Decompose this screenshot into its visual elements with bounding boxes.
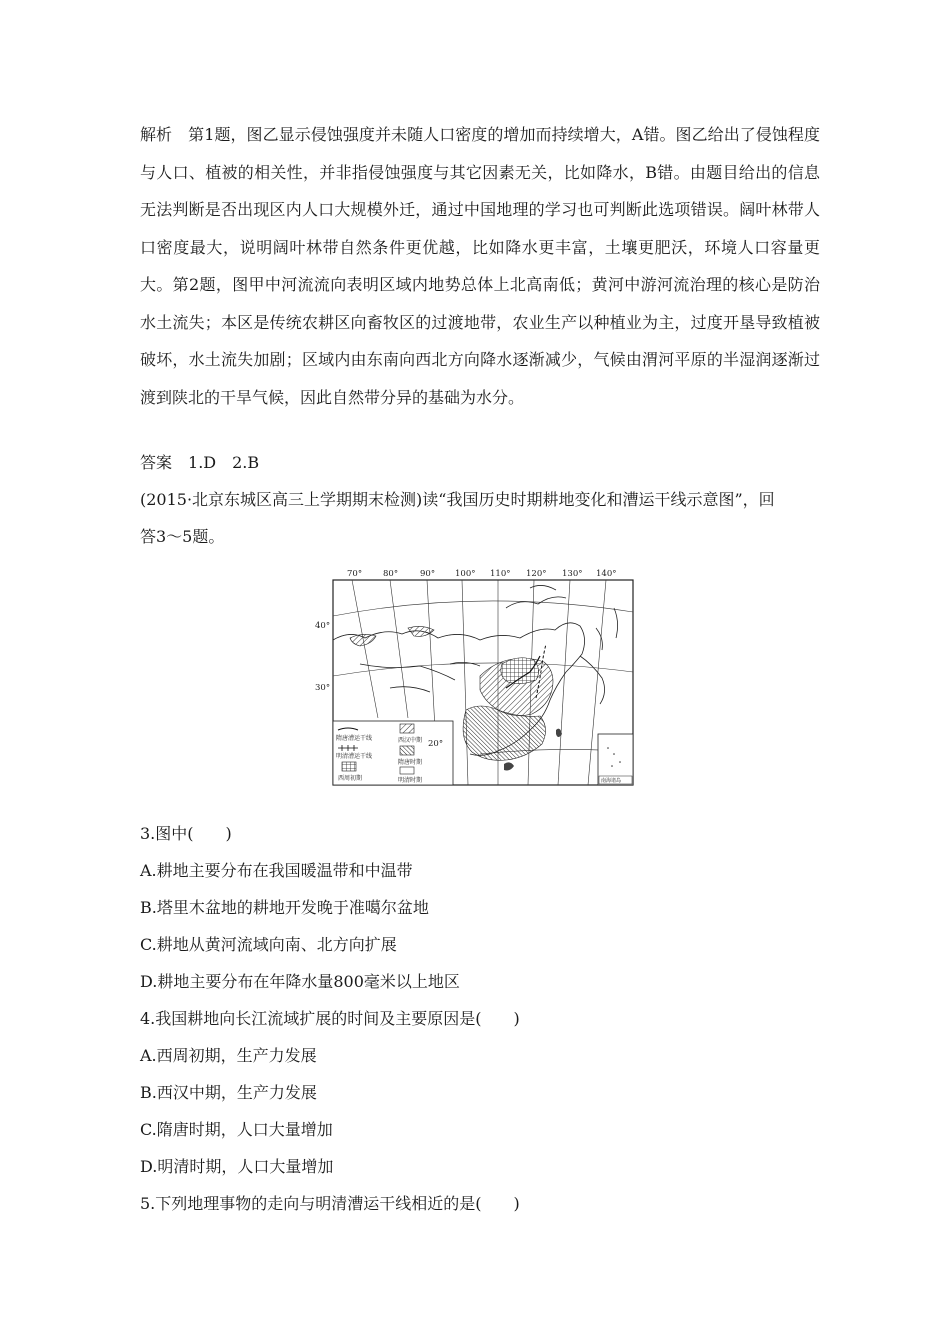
question-3-option-a: A.耕地主要分布在我国暖温带和中温带 — [140, 861, 413, 880]
intro-line-2: 答3～5题。 — [140, 527, 225, 546]
legend-sui-tang-canal: 隋唐漕运干线 — [336, 735, 373, 742]
lon-label-110: 110° — [490, 569, 511, 579]
legend-ming-qing-canal: 明清漕运干线 — [336, 753, 373, 760]
question-4-option-d: D.明清时期，人口大量增加 — [140, 1157, 334, 1176]
analysis-paragraph — [140, 116, 820, 416]
historical-farmland-map — [315, 568, 637, 787]
farmland-xizhou-early — [501, 658, 539, 684]
lon-label-90: 90° — [420, 569, 436, 579]
inset-label: 南海诸岛 — [601, 778, 622, 784]
lon-label-100: 100° — [455, 569, 476, 579]
lon-label-130: 130° — [562, 569, 583, 579]
legend-xihan-mid: 西汉中期 — [398, 737, 423, 744]
answer-label: 答案 — [140, 453, 173, 472]
legend-sui-tang: 隋唐时期 — [398, 759, 423, 766]
lat-label-20: 20° — [428, 739, 444, 749]
question-3-option-b: B.塔里木盆地的耕地开发晚于准噶尔盆地 — [140, 898, 429, 917]
legend-ming-qing-swatch — [400, 767, 414, 774]
map-legend — [333, 721, 453, 785]
question-3-option-c: C.耕地从黄河流域向南、北方向扩展 — [140, 935, 397, 954]
answer-line — [140, 451, 830, 475]
question-3-option-d: D.耕地主要分布在年降水量800毫米以上地区 — [140, 972, 460, 991]
question-5-stem: 5.下列地理事物的走向与明清漕运干线相近的是( ) — [140, 1194, 520, 1213]
question-4-option-b: B.西汉中期，生产力发展 — [140, 1083, 317, 1102]
lon-label-70: 70° — [347, 569, 363, 579]
lon-label-120: 120° — [526, 569, 547, 579]
analysis-text: 第1题，图乙显示侵蚀强度并未随人口密度的增加而持续增大，A错。图乙给出了侵蚀程度与人口、植被的相关性，并非指侵蚀强度与其它因素无关，比如降水，B错。由题目给出的信息无法判断是否出现区内人口大规模外迁，通过中国地理的学习也可判断此选项错误。阔叶林带人口密度最大，说明阔叶林带自然条件更优越，比如降水更丰富，土壤更肥沃，环境人口容量更大。第2题，图甲中河流流向表明区域内地势总体上北高南低；黄河中游河流治理的核心是防治水土流失；本区是传统农耕区向畜牧区的过渡地带，农业生产以种植业为主，过度开垦导致植被破坏，水土流失加剧；区域内由东南向西北方向降水逐渐减少，气候由渭河平原的半湿润逐渐过渡到陕北的干旱气候，因此自然带分异的基础为水分。 — [140, 125, 820, 407]
question-4-option-a: A.西周初期，生产力发展 — [140, 1046, 317, 1065]
lat-label-30: 30° — [315, 683, 331, 693]
intro-line-1: (2015·北京东城区高三上学期期末检测)读“我国历史时期耕地变化和漕运干线示意图”，回 — [140, 490, 775, 509]
legend-xihan-mid-swatch — [400, 724, 414, 733]
legend-ming-qing: 明清时期 — [398, 777, 423, 784]
lon-label-140: 140° — [596, 569, 617, 579]
legend-xizhou-early-swatch — [342, 762, 356, 771]
analysis-label: 解析 — [140, 125, 173, 144]
question-4-option-c: C.隋唐时期，人口大量增加 — [140, 1120, 333, 1139]
south-china-sea-inset — [598, 734, 633, 785]
answer-text: 1.D 2.B — [188, 453, 260, 472]
legend-sui-tang-swatch — [400, 746, 414, 755]
legend-xizhou-early: 西周初期 — [338, 775, 363, 782]
question-4-stem: 4.我国耕地向长江流域扩展的时间及主要原因是( ) — [140, 1009, 520, 1028]
lon-label-80: 80° — [383, 569, 399, 579]
lat-label-40: 40° — [315, 621, 331, 631]
question-3-stem: 3.图中( ) — [140, 824, 232, 843]
